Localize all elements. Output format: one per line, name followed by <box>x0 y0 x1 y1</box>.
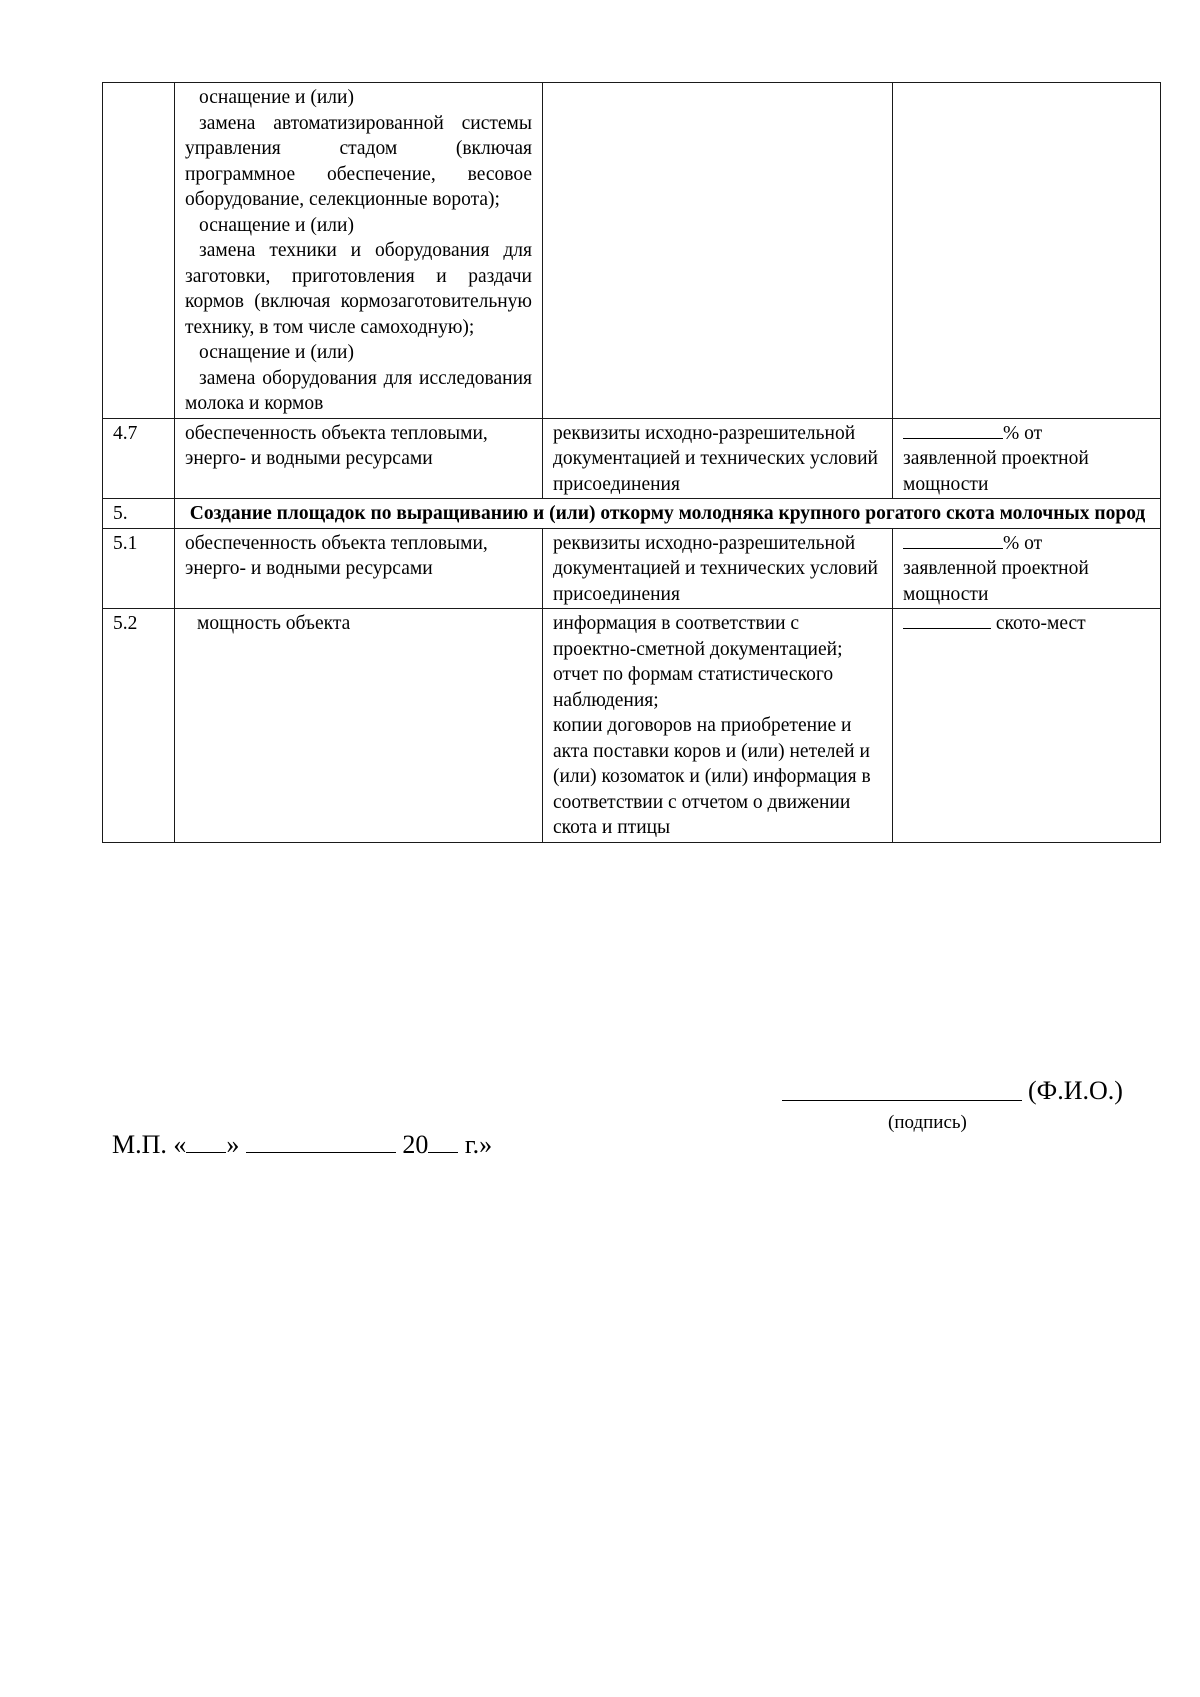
table-row-4-7 <box>103 418 1161 499</box>
indicator-text: мощность объекта <box>197 613 351 634</box>
indicator-line: оснащение и (или) <box>199 87 354 108</box>
blank-field[interactable] <box>903 421 1003 439</box>
section-title: Создание площадок по выращиванию и (или) откорму молодняка крупного рогатого скота молочных пород <box>175 499 1161 529</box>
month-blank[interactable] <box>246 1132 396 1153</box>
section-number: 5. <box>103 499 175 529</box>
row-number: 5.2 <box>103 609 175 843</box>
indicator-cell <box>175 609 543 843</box>
criteria-table <box>102 82 1161 843</box>
stamp-date-line <box>112 1130 492 1160</box>
source-line: копии договоров на приобретение и акта поставки коров и (или) нетелей и (или) козоматок и (или) информация в соответствии с отчетом о движении скота и птицы <box>553 715 871 838</box>
source-line: отчет по формам статистического наблюдения; <box>553 664 834 711</box>
row-number-cell <box>103 83 175 419</box>
year-suffix: г.» <box>464 1130 493 1159</box>
signature-line[interactable] <box>782 1100 1022 1101</box>
indicator-line: оснащение и (или) <box>199 342 354 363</box>
value-rest: заявленной проектной мощности <box>903 558 1089 605</box>
row-number: 5.1 <box>103 528 175 609</box>
year-prefix: 20 <box>402 1130 429 1159</box>
indicator-line: оснащение и (или) <box>199 214 354 236</box>
row-number: 4.7 <box>103 418 175 499</box>
blank-field[interactable] <box>903 531 1003 549</box>
value-suffix: % от <box>1003 422 1043 444</box>
value-suffix: ското-мест <box>995 613 1086 634</box>
blank-field[interactable] <box>903 611 991 629</box>
value-cell <box>893 83 1161 419</box>
indicator-line: замена оборудования для исследования молока и кормов <box>185 367 532 414</box>
value-cell <box>893 528 1161 609</box>
stamp-prefix: М.П. « <box>112 1130 187 1159</box>
source-cell: реквизиты исходно-разрешительной документацией и технических условий присоединения <box>543 528 893 609</box>
source-cell <box>543 609 893 843</box>
value-rest: заявленной проектной мощности <box>903 448 1089 495</box>
indicator-cell <box>175 83 543 419</box>
signature-caption: (подпись) <box>888 1112 967 1133</box>
indicator-cell: обеспеченность объекта тепловыми, энерго- и водными ресурсами <box>175 418 543 499</box>
source-line: информация в соответствии с проектно-сметной документацией; <box>553 613 843 660</box>
indicator-cell: обеспеченность объекта тепловыми, энерго- и водными ресурсами <box>175 528 543 609</box>
indicator-line: замена автоматизированной системы управления стадом (включая программное обеспечение, весовое оборудование, селекционные ворота); <box>185 112 532 210</box>
table-row-5-2 <box>103 609 1161 843</box>
value-cell <box>893 609 1161 843</box>
value-suffix: % от <box>1003 532 1043 554</box>
indicator-line: замена техники и оборудования для заготовки, приготовления и раздачи кормов (включая кормозаготовительную технику, в том числе самоходную); <box>185 240 532 338</box>
value-cell <box>893 418 1161 499</box>
table-row-5-1 <box>103 528 1161 609</box>
source-cell: реквизиты исходно-разрешительной документацией и технических условий присоединения <box>543 418 893 499</box>
day-blank[interactable] <box>186 1132 226 1153</box>
table-row-continuation <box>103 83 1161 419</box>
year-blank[interactable] <box>428 1132 458 1153</box>
section-row-5 <box>103 499 1161 529</box>
source-cell <box>543 83 893 419</box>
signature-fio: (Ф.И.О.) <box>1028 1076 1123 1105</box>
quote-close: » <box>226 1130 240 1159</box>
